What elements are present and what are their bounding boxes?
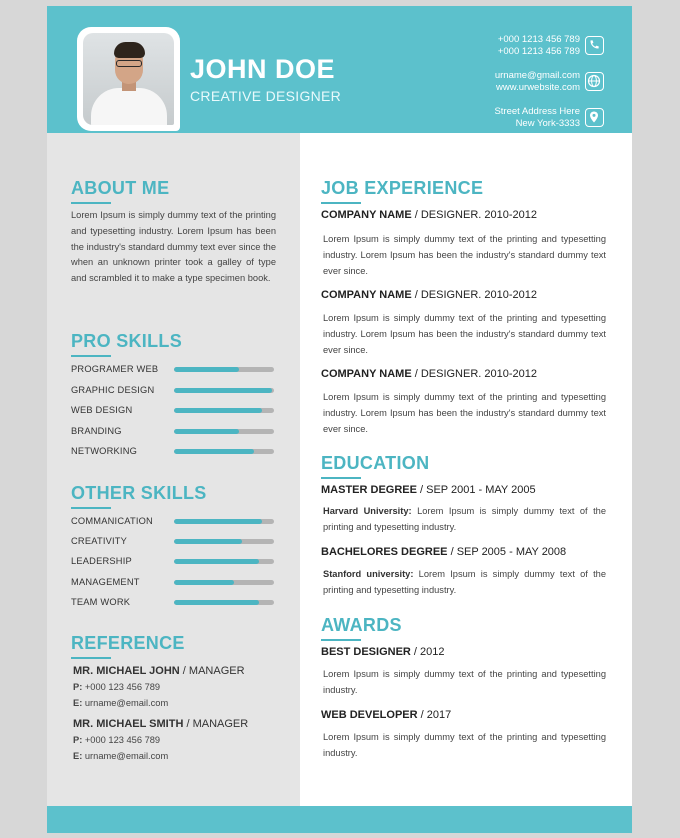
about-text: Lorem Ipsum is simply dummy text of the printing and typesetting industry. Lorem Ipsum has been the industry's standard dummy text ever since the when an unknown printer took a galley of type and scrambled it to make a type specimen book. [71, 210, 276, 284]
other-skill-bar-fill [174, 559, 259, 564]
pro-skill-bar-fill [174, 367, 239, 372]
reference-1-email: E: urname@email.com [73, 698, 169, 708]
other-skill-label: COMMANICATION [71, 516, 153, 526]
education-title: EDUCATION [321, 453, 430, 473]
resume-page [47, 6, 632, 833]
award-2-heading: WEB DEVELOPER / 2017 [321, 709, 452, 721]
pro-skill-bar [174, 367, 274, 372]
other-skill-bar [174, 519, 274, 524]
pro-skill-label: GRAPHIC DESIGN [71, 384, 155, 395]
about-underline [71, 202, 111, 204]
education-2-heading: BACHELORES DEGREE / SEP 2005 - MAY 2008 [321, 546, 567, 558]
about-title: ABOUT ME [71, 178, 170, 198]
other-skill-label: MANAGEMENT [71, 576, 140, 587]
reference-2-phone: P: +000 123 456 789 [73, 735, 161, 745]
award-1-heading: BEST DESIGNER / 2012 [321, 646, 445, 658]
job-2-text: Lorem Ipsum is simply dummy text of the printing and typesetting industry. Lorem Ipsum has been the industry's standard dummy text ever since. [323, 313, 606, 355]
pro-skill-bar-fill [174, 449, 254, 454]
person-name: JOHN DOE [190, 54, 336, 84]
award-1-text: Lorem Ipsum is simply dummy text of the printing and typesetting industry. [323, 669, 606, 695]
contact-address [494, 106, 580, 130]
experience-underline [321, 202, 361, 204]
other-skill-bar [174, 559, 274, 564]
address-line-2: New York-3333 [515, 118, 580, 129]
pro-skill-bar [174, 388, 274, 393]
pro-skills-underline [71, 355, 111, 357]
reference-underline [71, 657, 111, 659]
other-skills-title: OTHER SKILLS [71, 483, 207, 503]
awards-underline [321, 639, 361, 641]
job-1-text: Lorem Ipsum is simply dummy text of the printing and typesetting industry. Lorem Ipsum has been the industry's standard dummy text ever since. [323, 234, 606, 276]
phone-icon [585, 36, 604, 55]
profile-photo-frame [77, 27, 180, 131]
pro-skill-bar-fill [174, 388, 272, 393]
education-2-text: Stanford university: Lorem Ipsum is simply dummy text of the printing and typesetting industry. [323, 569, 606, 595]
pro-skill-bar-fill [174, 429, 239, 434]
profile-photo [83, 33, 174, 125]
experience-title: JOB EXPERIENCE [321, 178, 484, 198]
education-1-heading: MASTER DEGREE / SEP 2001 - MAY 2005 [321, 484, 536, 496]
map-pin-icon [585, 108, 604, 127]
other-skill-bar-fill [174, 519, 262, 524]
education-underline [321, 477, 361, 479]
pro-skill-label: BRANDING [71, 425, 122, 436]
pro-skill-bar [174, 408, 274, 413]
pro-skill-label: PROGRAMER WEB [71, 364, 159, 374]
education-1-text: Harvard University: Lorem Ipsum is simply dummy text of the printing and typesetting industry. [323, 506, 607, 532]
other-skill-bar-fill [174, 539, 242, 544]
reference-2-email: E: urname@email.com [73, 751, 169, 761]
pro-skill-bar [174, 429, 274, 434]
other-skill-bar-fill [174, 580, 234, 585]
contact-web [495, 70, 580, 94]
reference-1-phone: P: +000 123 456 789 [73, 682, 161, 692]
job-3-text: Lorem Ipsum is simply dummy text of the printing and typesetting industry. Lorem Ipsum has been the industry's standard dummy text ever since. [323, 392, 606, 434]
person-title: CREATIVE DESIGNER [190, 88, 342, 104]
job-3-heading: COMPANY NAME / DESIGNER. 2010-2012 [321, 368, 537, 380]
reference-1-name: MR. MICHAEL JOHN / MANAGER [73, 665, 245, 677]
reference-title: REFERENCE [71, 633, 185, 653]
award-2-text: Lorem Ipsum is simply dummy text of the printing and typesetting industry. [323, 732, 606, 758]
pro-skill-label: WEB DESIGN [71, 405, 133, 415]
other-skill-bar [174, 539, 274, 544]
other-skill-bar-fill [174, 600, 259, 605]
pro-skill-label: NETWORKING [71, 446, 138, 456]
pro-skills-title: PRO SKILLS [71, 331, 183, 351]
other-skill-bar [174, 600, 274, 605]
phone-2: +000 1213 456 789 [497, 46, 580, 57]
reference-2-name: MR. MICHAEL SMITH / MANAGER [73, 718, 249, 730]
footer-band [47, 806, 632, 833]
address-line-1: Street Address Here [494, 106, 580, 117]
other-skill-label: CREATIVITY [71, 536, 128, 547]
globe-icon [585, 72, 604, 91]
pro-skill-bar [174, 449, 274, 454]
contact-phone [498, 34, 580, 58]
pro-skill-bar-fill [174, 408, 262, 413]
job-2-heading: COMPANY NAME / DESIGNER. 2010-2012 [321, 289, 537, 301]
website: www.urwebsite.com [496, 82, 580, 93]
other-skill-bar [174, 580, 274, 585]
awards-title: AWARDS [321, 615, 402, 635]
other-skill-label: TEAM WORK [71, 596, 131, 607]
job-1-heading: COMPANY NAME / DESIGNER. 2010-2012 [321, 209, 537, 221]
email: urname@gmail.com [494, 70, 580, 81]
other-skills-underline [71, 507, 111, 509]
other-skill-label: LEADERSHIP [71, 556, 132, 567]
phone-1: +000 1213 456 789 [497, 34, 580, 45]
